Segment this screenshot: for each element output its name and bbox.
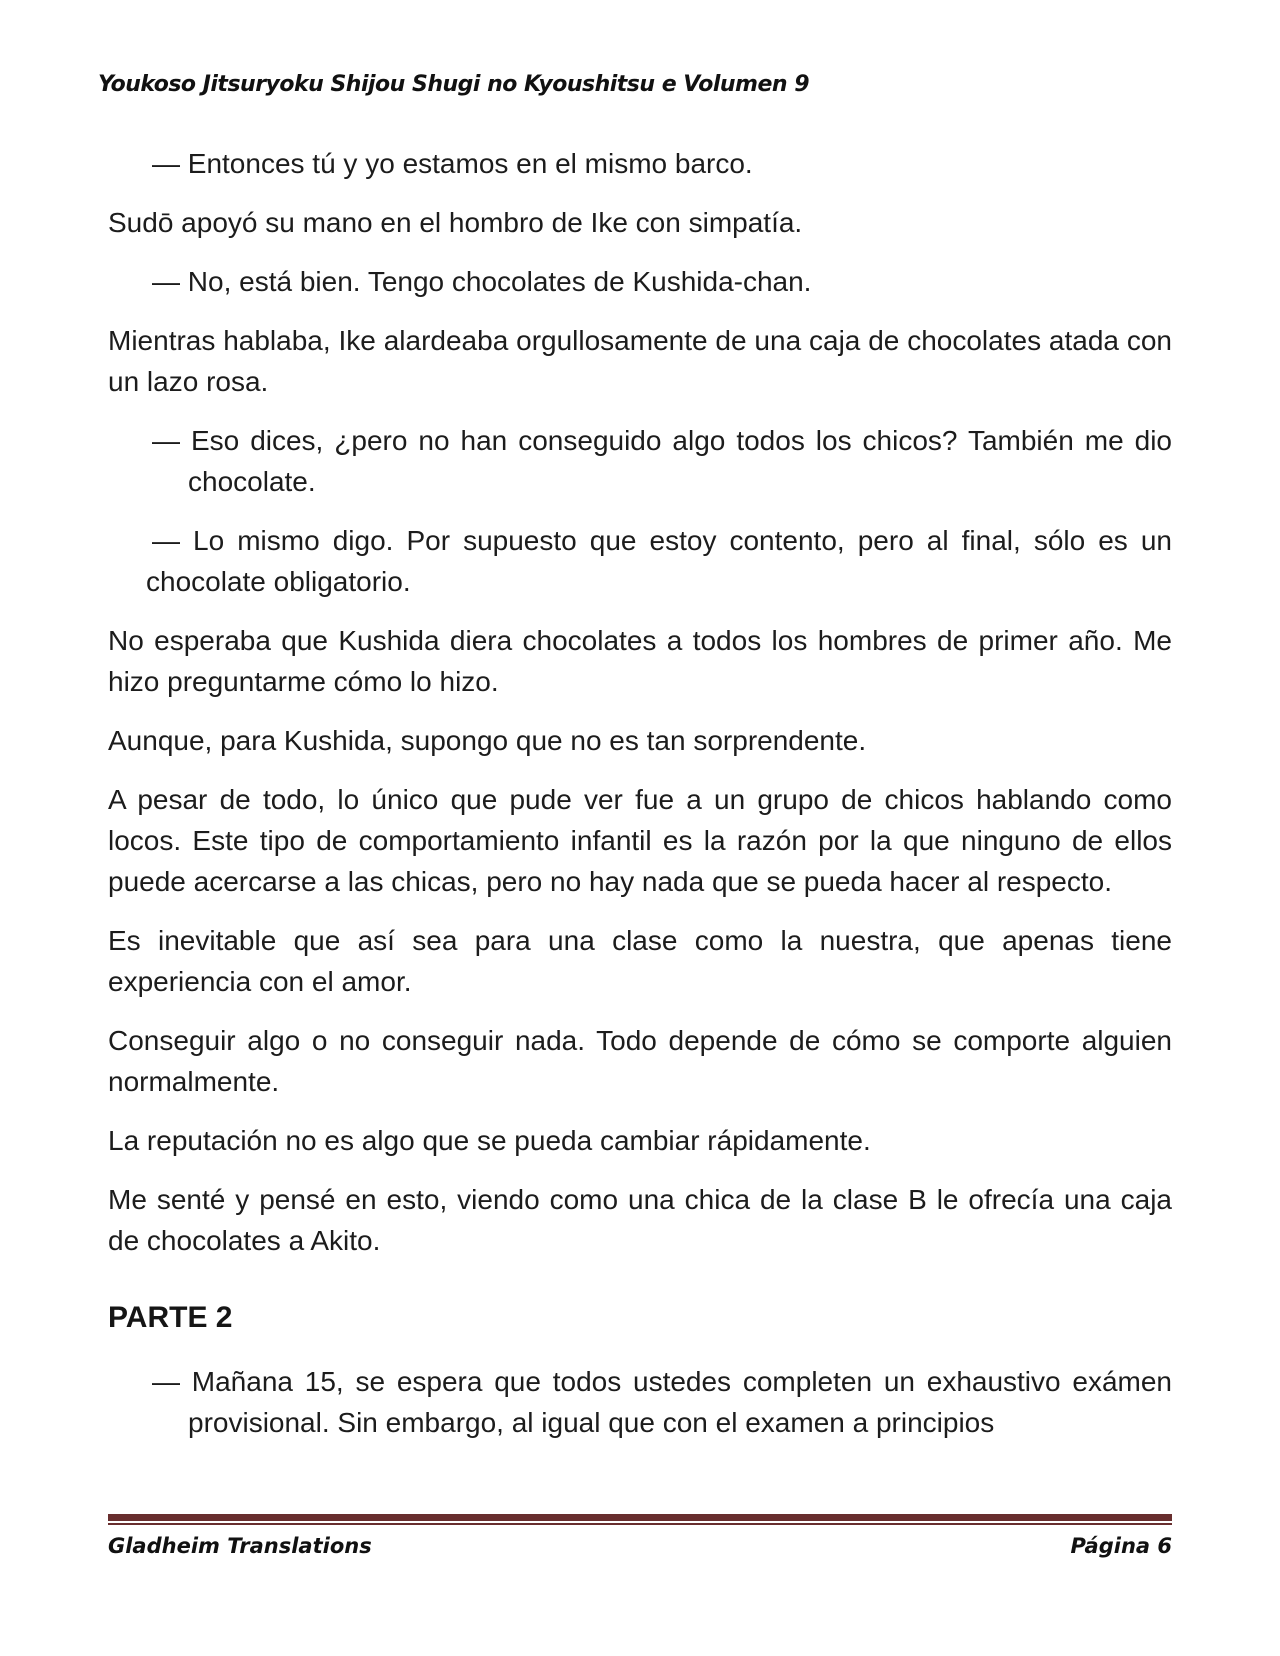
dialogue-paragraph: — Lo mismo digo. Por supuesto que estoy contento, pero al final, sólo es un chocolate obligatorio.	[146, 525, 1172, 597]
paragraph: La reputación no es algo que se pueda cambiar rápidamente.	[108, 1125, 871, 1156]
footer-row	[108, 1534, 1172, 1558]
paragraph: No esperaba que Kushida diera chocolates a todos los hombres de primer año. Me hizo preguntarme cómo lo hizo.	[108, 625, 1172, 697]
page-footer	[108, 1514, 1172, 1558]
body-text	[108, 143, 1172, 1443]
dialogue-paragraph: — Mañana 15, se espera que todos ustedes completen un exhaustivo exámen provisional. Sin embargo, al igual que con el examen a principios	[152, 1366, 1172, 1438]
footer-rule	[108, 1514, 1172, 1525]
paragraph: Sudō apoyó su mano en el hombro de Ike con simpatía.	[108, 207, 803, 238]
paragraph: Mientras hablaba, Ike alardeaba orgullosamente de una caja de chocolates atada con un lazo rosa.	[108, 325, 1172, 397]
header-title: Youkoso Jitsuryoku Shijou Shugi no Kyoushitsu e Volumen 9	[98, 72, 810, 97]
paragraph: Aunque, para Kushida, supongo que no es tan sorprendente.	[108, 725, 867, 756]
paragraph: Conseguir algo o no conseguir nada. Todo depende de cómo se comporte alguien normalmente.	[108, 1025, 1172, 1097]
dialogue-paragraph: — No, está bien. Tengo chocolates de Kushida-chan.	[152, 266, 812, 297]
page-header	[98, 72, 1172, 97]
dialogue-paragraph: — Eso dices, ¿pero no han conseguido algo todos los chicos? También me dio chocolate.	[152, 425, 1172, 497]
paragraph: Me senté y pensé en esto, viendo como una chica de la clase B le ofrecía una caja de chocolates a Akito.	[108, 1184, 1172, 1256]
dialogue-paragraph: — Entonces tú y yo estamos en el mismo barco.	[152, 148, 753, 179]
footer-page-number: Página 6	[1070, 1534, 1172, 1558]
paragraph: Es inevitable que así sea para una clase como la nuestra, que apenas tiene experiencia con el amor.	[108, 925, 1172, 997]
paragraph: A pesar de todo, lo único que pude ver fue a un grupo de chicos hablando como locos. Este tipo de comportamiento infantil es la razón por la que ninguno de ellos puede acercarse a las chicas, pero no hay nada que se pueda hacer al respecto.	[108, 784, 1172, 897]
footer-translator: Gladheim Translations	[108, 1534, 372, 1558]
section-heading: PARTE 2	[108, 1301, 233, 1334]
